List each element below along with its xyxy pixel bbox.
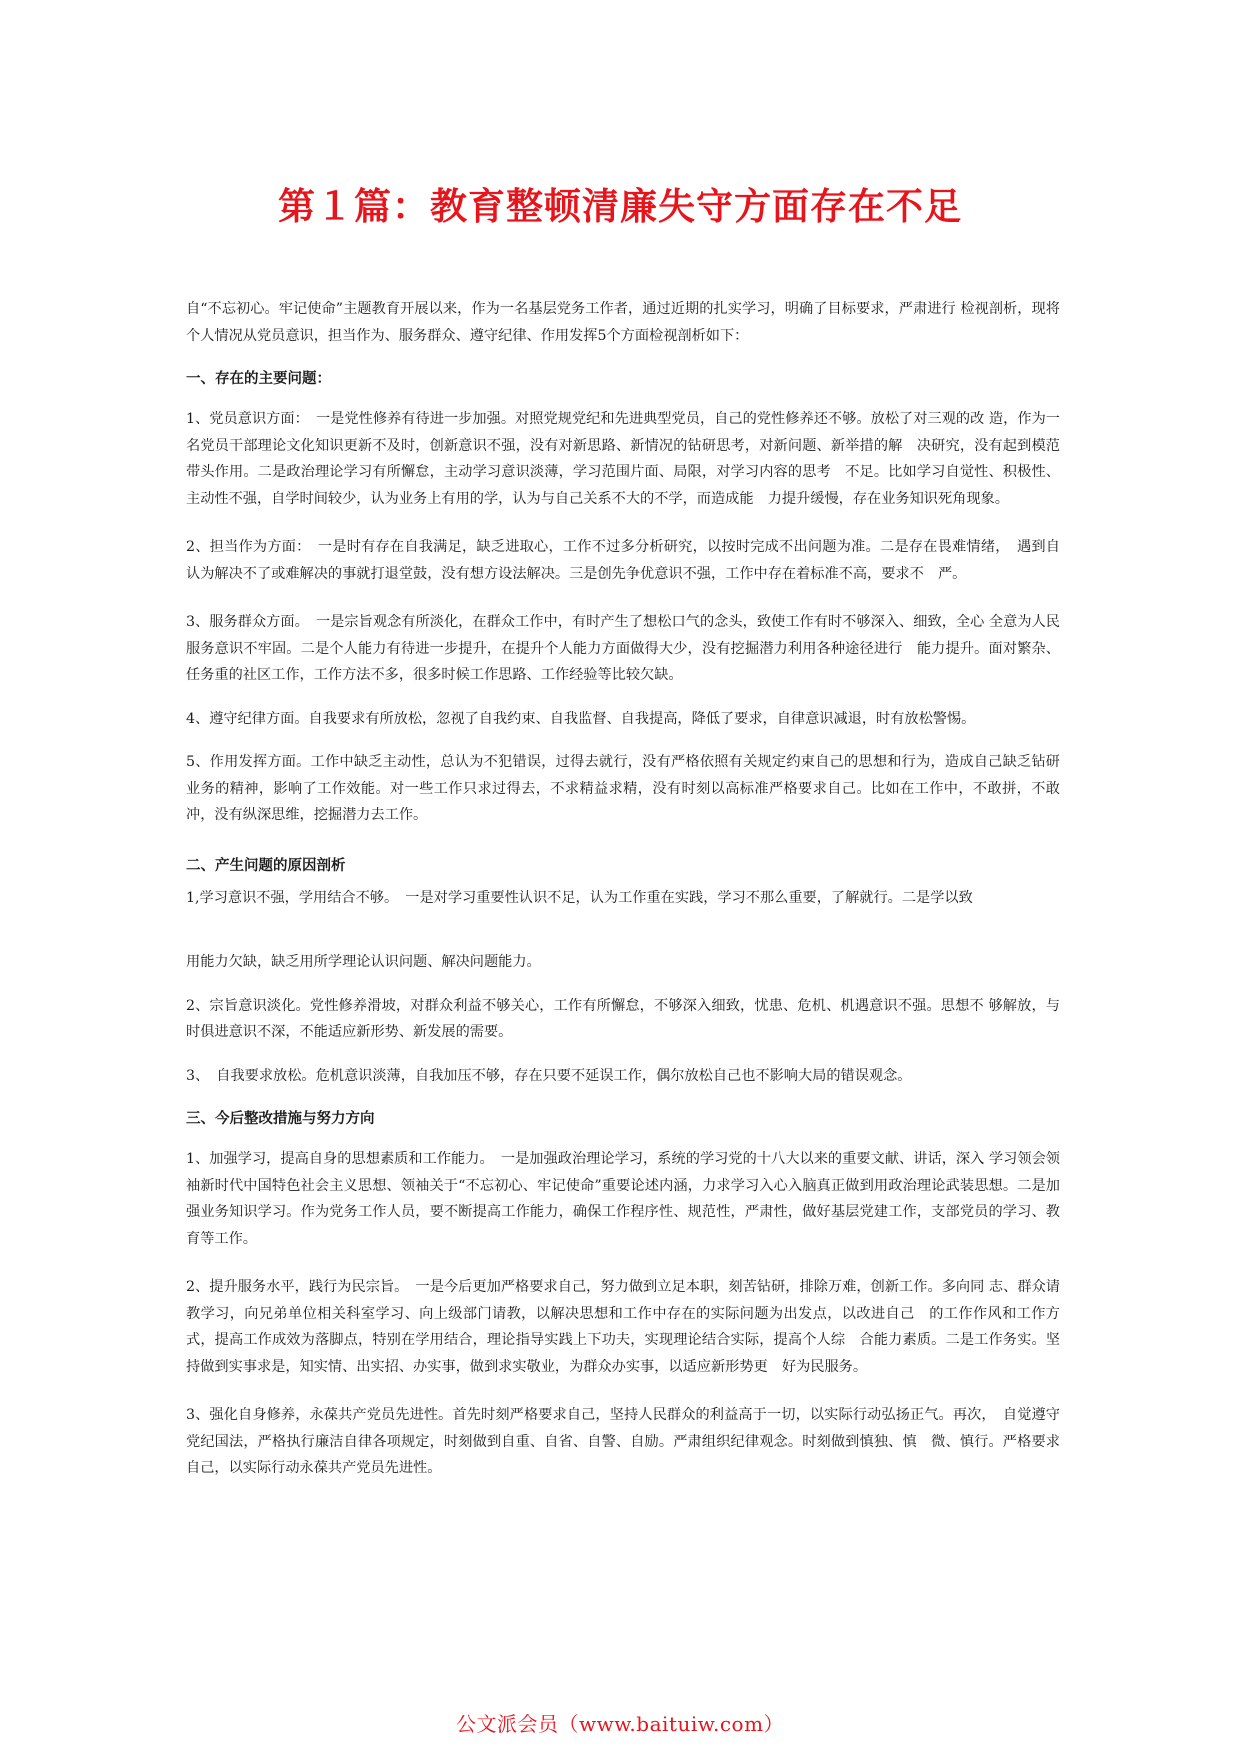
cause-item-purpose: 2、宗旨意识淡化。党性修养滑坡，对群众利益不够关心，工作有所懈怠，不够深入细致，忧患、危机、机遇意识不强。思想不 够解放，与时俱进意识不深，不能适应新形势、新发展的需要。 [186, 997, 1060, 1040]
cause-item-study-line2: 用能力欠缺，缺乏用所学理论认识问题、解决问题能力。 [186, 954, 541, 970]
problem-item-responsibility: 2、担当作为方面： 一是时有存在自我满足，缺乏进取心，工作不过多分析研究，以按时完成不出问题为准。二是存在畏难情绪， 遇到自认为解决不了或难解决的事就打退堂鼓，没有想方设法解决。三是创先争优意识不强，工作中存在着标准不高，要求不 严。 [186, 539, 1060, 582]
problem-item-role: 5、作用发挥方面。工作中缺乏主动性，总认为不犯错误，过得去就行，没有严格依照有关规定约束自己的思想和行为，造成自己缺乏钻研业务的精神，影响了工作效能。对一些工作只求过得去，不求精益求精，没有时刻以高标准严格要求自己。比如在工作中，不敢拼，不敢冲，没有纵深思维，挖掘潜力去工作。 [186, 754, 1060, 823]
measure-item-self-cultivation: 3、强化自身修养，永葆共产党员先进性。首先时刻严格要求自己，坚持人民群众的利益高于一切，以实际行动弘扬正气。再次， 自觉遵守党纪国法，严格执行廉洁自律各项规定，时刻做到自重、自省、自警、自励。严肃组织纪律观念。时刻做到慎独、慎 微、慎行。严格要求自己，以实际行动永葆共产党员先进性。 [186, 1407, 1060, 1476]
intro-paragraph: 自“不忘初心。牢记使命”主题教育开展以来，作为一名基层党务工作者，通过近期的扎实学习，明确了目标要求，严肃进行 检视剖析，现将个人情况从党员意识，担当作为、服务群众、遵守纪律、作用发挥5个方面检视剖析如下： [186, 301, 1060, 344]
cause-item-study-line1: 1,学习意识不强，学用结合不够。 一是对学习重要性认识不足，认为工作重在实践，学习不那么重要，了解就行。二是学以致 [186, 889, 973, 906]
problem-item-party-awareness: 1、党员意识方面： 一是党性修养有待进一步加强。对照党规党纪和先进典型党员，自己的党性修养还不够。放松了对三观的改 造，作为一名党员干部理论文化知识更新不及时，创新意识不强，没有对新思路、新情况的钻研思考，对新问题、新举措的解 决研究，没有起到模范带头作用。二是政治理论学习有所懈怠，主动学习意识淡薄，学习范围片面、局限，对学习内容的思考 不足。比如学习自觉性、积极性、主动性不强，自学时间较少，认为业务上有用的学，认为与自己关系不大的不学，而造成能 力提升缓慢，存在业务知识死角现象。 [186, 411, 1060, 507]
problem-item-discipline: 4、遵守纪律方面。自我要求有所放松，忽视了自我约束、自我监督、自我提高，降低了要求，自律意识减退，时有放松警惕。 [186, 710, 976, 727]
section-heading-problems: 一、存在的主要问题： [186, 371, 331, 387]
section-heading-measures: 三、今后整改措施与努力方向 [186, 1111, 375, 1127]
footer-watermark-link[interactable]: 公文派会员（www.baituiw.com） [455, 1712, 785, 1736]
problem-item-serving-masses: 3、服务群众方面。 一是宗旨观念有所淡化，在群众工作中，有时产生了想松口气的念头，致使工作有时不够深入、细致，全心 全意为人民服务意识不牢固。二是个人能力有待进一步提升，在提升个人能力方面做得大少，没有挖掘潜力利用各种途径进行 能力提升。面对繁杂、任务重的社区工作，工作方法不多，很多时候工作思路、工作经验等比较欠缺。 [186, 614, 1060, 683]
measure-item-study: 1、加强学习，提高自身的思想素质和工作能力。 一是加强政治理论学习，系统的学习党的十八大以来的重要文献、讲话，深入 学习领会领袖新时代中国特色社会主义思想、领袖关于“不忘初心、牢记使命”重要论述内涵，力求学习入心入脑真正做到用政治理论武装思想。二是加强业务知识学习。作为党务工作人员，要不断提高工作能力，确保工作程序性、规范性，严肃性，做好基层党建工作，支部党员的学习、教育等工作。 [186, 1151, 1060, 1247]
measure-item-service: 2、提升服务水平，践行为民宗旨。 一是今后更加严格要求自己，努力做到立足本职，刻苦钻研，排除万难，创新工作。多向同 志、群众请教学习，向兄弟单位相关科室学习、向上级部门请教，以解决思想和工作中存在的实际问题为出发点，以改进自己 的工作作风和工作方式，提高工作成效为落脚点，特别在学用结合，理论指导实践上下功夫，实现理论结合实际，提高个人综 合能力素质。二是工作务实。坚持做到实事求是，知实情、出实招、办实事，做到求实敬业，为群众办实事，以适应新形势更 好为民服务。 [186, 1279, 1060, 1375]
section-heading-causes: 二、产生问题的原因剖析 [186, 857, 346, 874]
document-title: 第１篇：教育整顿清廉失守方面存在不足 [278, 184, 962, 228]
cause-item-self-requirement: 3、 自我要求放松。危机意识淡薄，自我加压不够，存在只要不延误工作，偶尔放松自己也不影响大局的错误观念。 [186, 1067, 912, 1084]
document-body [186, 296, 1060, 1499]
